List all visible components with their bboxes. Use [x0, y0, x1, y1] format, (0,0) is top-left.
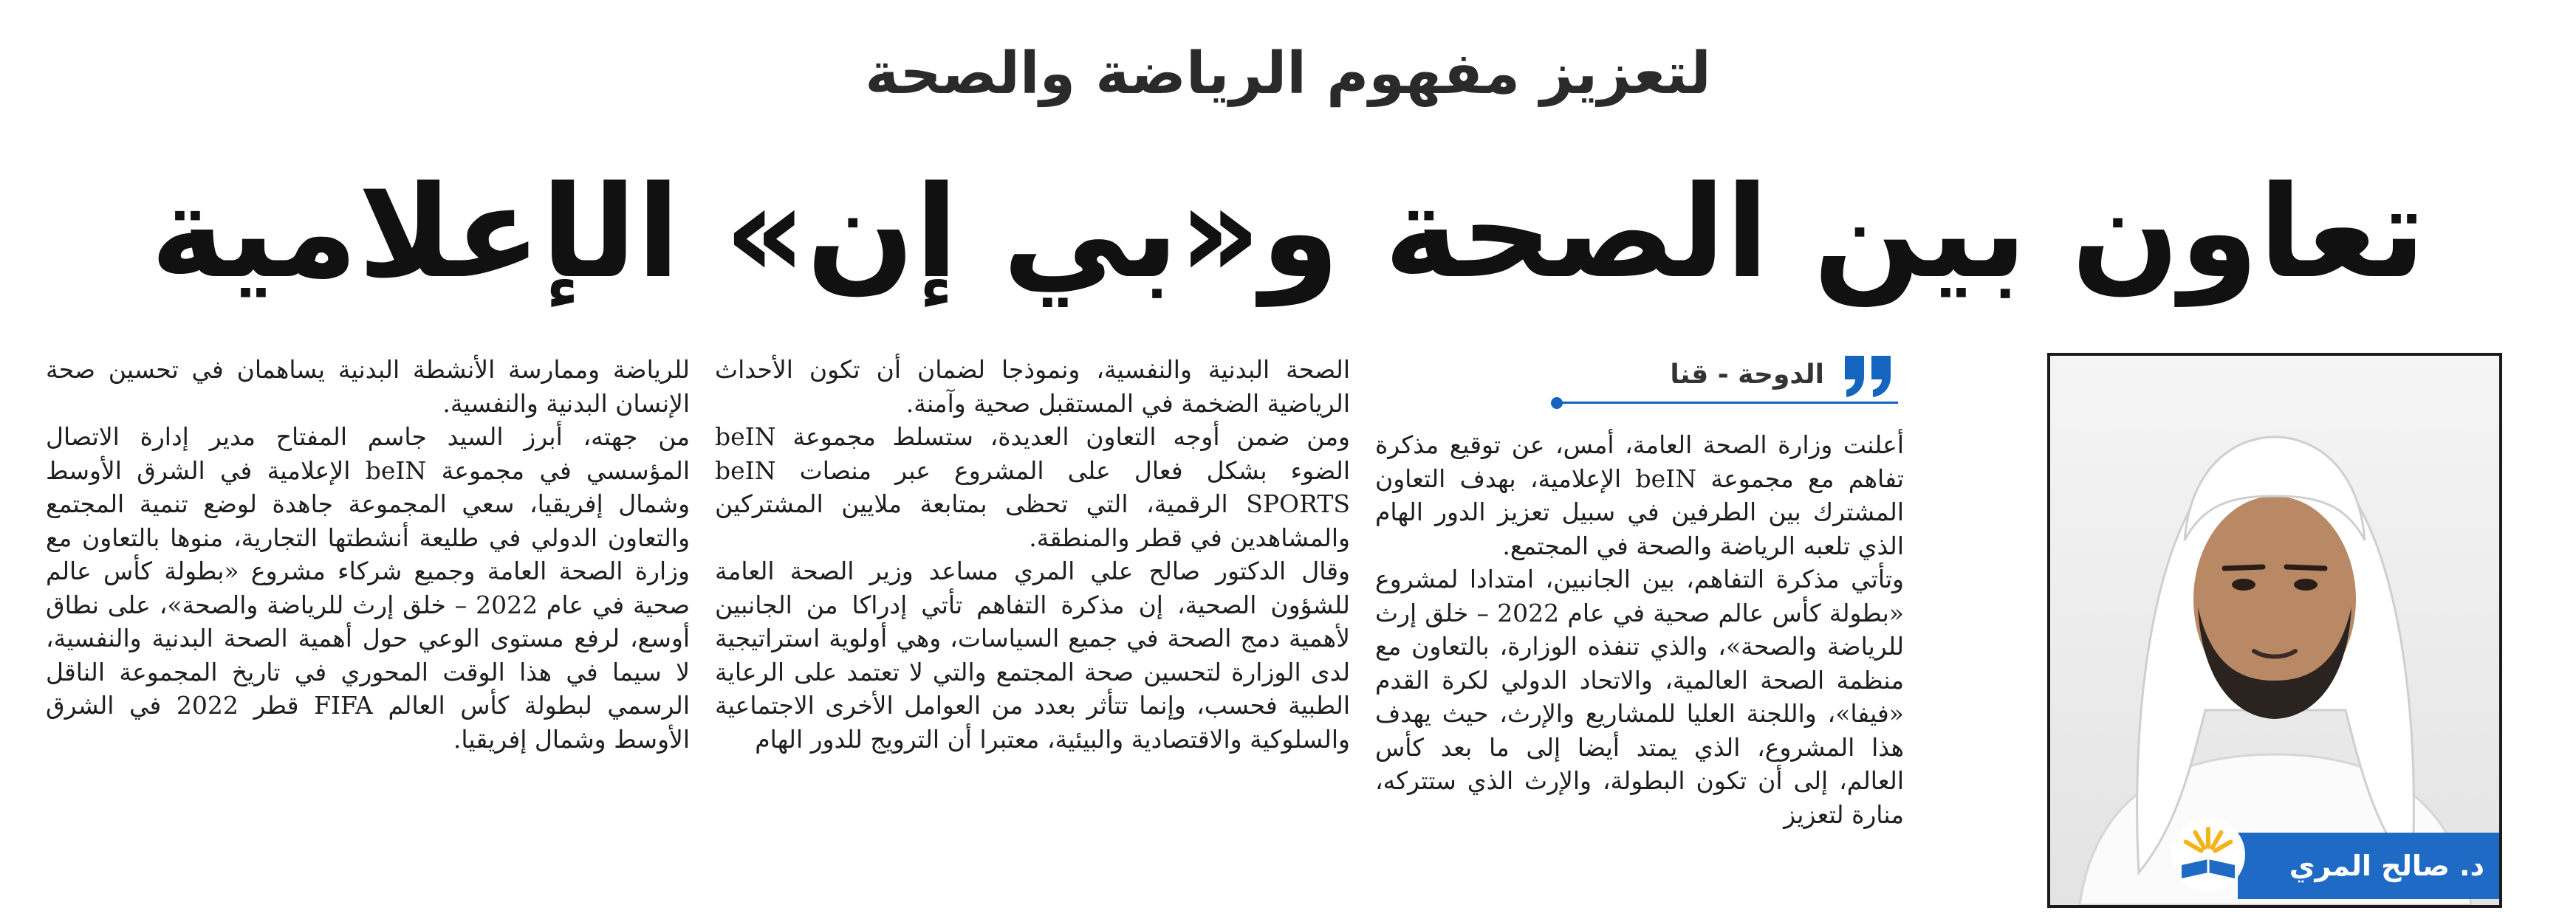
paragraph: الصحة البدنية والنفسية، ونموذجا لضمان أن تكون الأحداث الرياضية الضخمة في المستقبل صحية وآمنة.	[715, 355, 1350, 418]
paragraph: أعلنت وزارة الصحة العامة، أمس، عن توقيع مذكرة تفاهم مع مجموعة beIN الإعلامية، بهدف التعاون المشترك بين الطرفين في سبيل تعزيز الدور الهام الذي تلعبه الرياضة والصحة في المجتمع.	[1375, 430, 1904, 560]
portrait-illustration	[2050, 356, 2499, 905]
dateline-rule-dot	[1551, 397, 1563, 409]
paragraph: ومن ضمن أوجه التعاون العديدة، ستسلط مجموعة beIN الضوء بشكل فعال على المشروع عبر منصات beIN SPORTS الرقمية، التي تحظى بمتابعة ملايين المشتركين والمشاهدين في قطر والمنطقة.	[715, 422, 1350, 552]
portrait-photo	[2047, 353, 2502, 908]
photo-caption-box	[2238, 833, 2499, 899]
photo-caption: د. صالح المري	[2289, 850, 2484, 882]
paragraph: وتأتي مذكرة التفاهم، بين الجانبين، امتدادا لمشروع «بطولة كأس عالم صحية في عام 2022 – خلق إرث للرياضة والصحة»، والذي تنفذه الوزارة، بالتعاون مع منظمة الصحة العالمية، والاتحاد الدولي لكرة القدم «فيفا»، واللجنة العليا للمشاريع والإرث، حيث يهدف هذا المشروع، الذي يمتد أيضا إلى ما بعد كأس العالم، إلى أن تكون البطولة، والإرث الذي ستتركه، منارة لتعزيز	[1375, 565, 1904, 829]
paragraph: وقال الدكتور صالح علي المري مساعد وزير الصحة العامة للشؤون الصحية، إن مذكرة التفاهم تأتي إدراكا من الجانبين لأهمية دمج الصحة في جميع السياسات، وهي أولوية استراتيجية لدى الوزارة لتحسين صحة المجتمع والتي لا تعتمد على الرعاية الطبية فحسب، وإنما تتأثر بعدد من العوامل الأخرى الاجتماعية والسلوكية والاقتصادية والبيئية، معتبرا أن الترويج للدور الهام	[715, 557, 1350, 754]
dateline	[1551, 351, 1898, 410]
article-column-2	[715, 353, 1350, 908]
paragraph: للرياضة وممارسة الأنشطة البدنية يساهمان في تحسين صحة الإنسان البدنية والنفسية.	[46, 355, 690, 418]
dateline-rule	[1557, 402, 1898, 404]
paragraph: من جهته، أبرز السيد جاسم المفتاح مدير إدارة الاتصال المؤسسي في مجموعة beIN الإعلامية في الشرق الأوسط وشمال إفريقيا، سعي المجموعة جاهدة لوضع تنمية المجتمع والتعاون الدولي في طليعة أنشطتها التجارية، منوها بالتعاون مع وزارة الصحة العامة وجميع شركاء مشروع «بطولة كأس عالم صحية في عام 2022 – خلق إرث للرياضة والصحة»، على نطاق أوسع، لرفع مستوى الوعي حول أهمية الصحة البدنية والنفسية، لا سيما في هذا الوقت المحوري في تاريخ المجموعة الناقل الرسمي لبطولة كأس العالم FIFA قطر 2022 في الشرق الأوسط وشمال إفريقيا.	[46, 422, 690, 754]
article-column-1	[1375, 428, 1904, 908]
main-headline: تعاون بين الصحة و«بي إن» الإعلامية	[150, 158, 2426, 306]
article-column-3	[46, 353, 690, 908]
quote-icon	[1839, 351, 1898, 399]
dateline-text: الدوحة - قنا	[1670, 359, 1824, 390]
kicker-headline: لتعزيز مفهوم الرياضة والصحة	[865, 41, 1711, 107]
book-logo-icon	[2170, 816, 2247, 893]
